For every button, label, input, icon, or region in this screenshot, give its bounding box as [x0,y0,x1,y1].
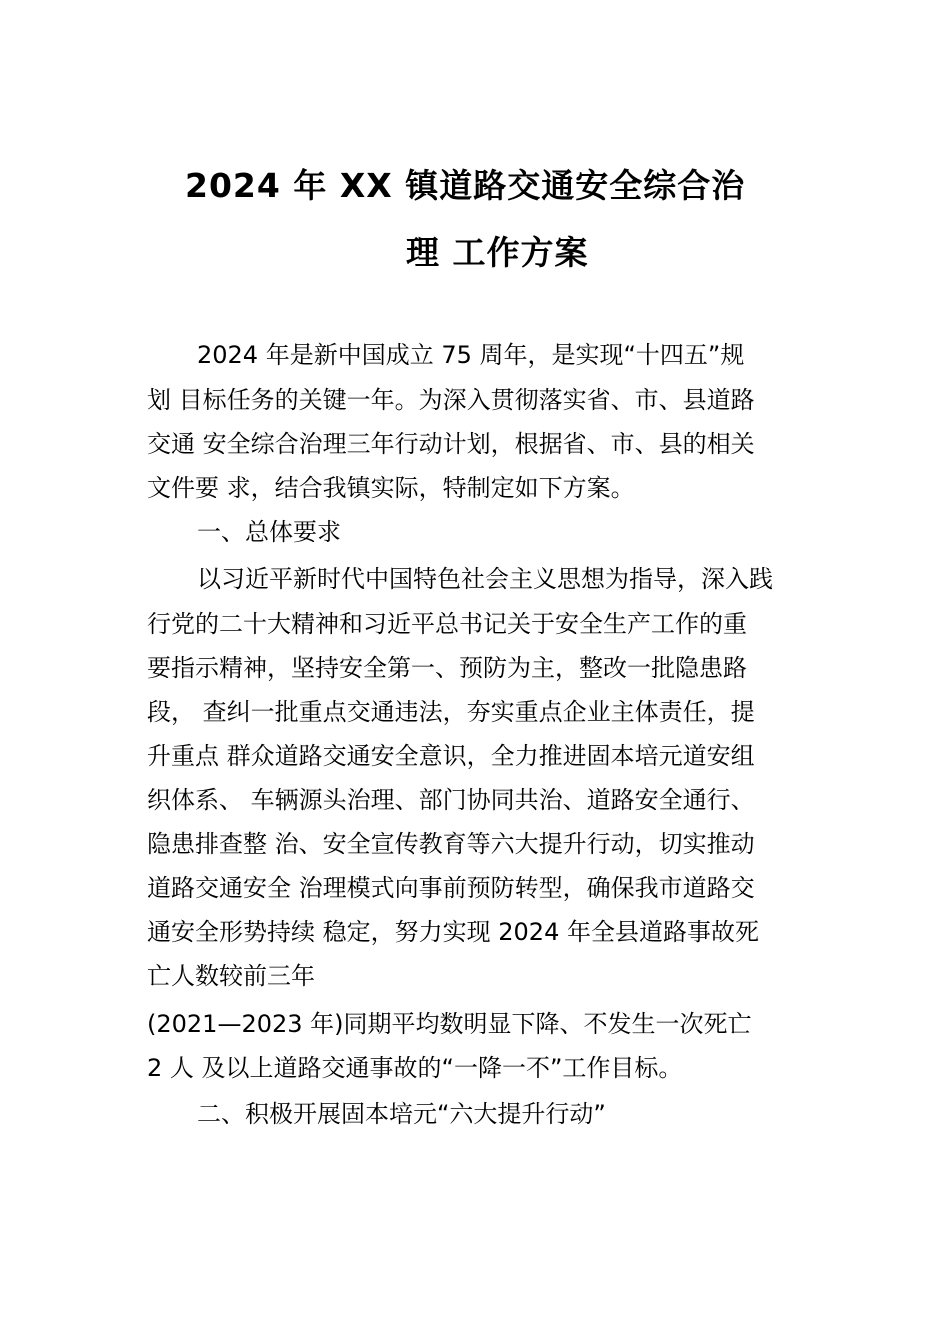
section-heading: 一、总体要求 [197,518,341,546]
section-heading: 二、积极开展固本培元“六大提升行动” [197,1100,606,1128]
paragraph-line: 要指示精神，坚持安全第一、预防为主，整改一批隐患路 [147,654,747,682]
paragraph-line: 2 人 及以上道路交通事故的“一降一不”工作目标。 [147,1054,683,1082]
paragraph-line: 织体系、 车辆源头治理、部门协同共治、道路安全通行、 [147,786,755,814]
paragraph-line: 行党的二十大精神和习近平总书记关于安全生产工作的重 [147,610,747,638]
paragraph-line: 交通 安全综合治理三年行动计划，根据省、市、县的相关 [147,430,755,458]
document-title-line-1: 2024 年 XX 镇道路交通安全综合治 [185,166,746,205]
paragraph-line: 2024 年是新中国成立 75 周年，是实现“十四五”规 [197,341,745,369]
paragraph-line: (2021—2023 年)同期平均数明显下降、不发生一次死亡 [147,1010,752,1038]
paragraph-line: 升重点 群众道路交通安全意识，全力推进固本培元道安组 [147,742,755,770]
paragraph-line: 文件要 求，结合我镇实际，特制定如下方案。 [147,474,635,502]
paragraph-line: 段， 查纠一批重点交通违法，夯实重点企业主体责任，提 [147,698,755,726]
paragraph-line: 亡人数较前三年 [147,962,315,990]
document-title-line-2: 理 工作方案 [406,233,589,272]
paragraph-line: 隐患排查整 治、安全宣传教育等六大提升行动，切实推动 [147,830,755,858]
paragraph-line: 通安全形势持续 稳定，努力实现 2024 年全县道路事故死 [147,918,759,946]
paragraph-line: 划 目标任务的关键一年。为深入贯彻落实省、市、县道路 [147,386,755,414]
paragraph-line: 以习近平新时代中国特色社会主义思想为指导，深入践 [197,565,773,593]
paragraph-line: 道路交通安全 治理模式向事前预防转型，确保我市道路交 [147,874,755,902]
